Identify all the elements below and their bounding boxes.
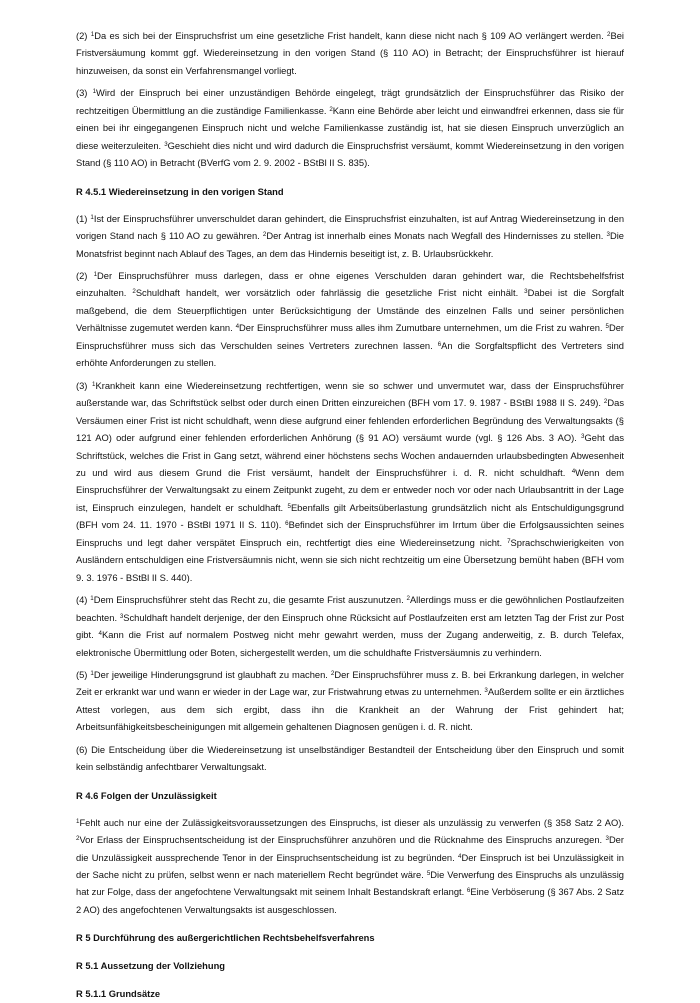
- section-heading: R 4.5.1 Wiedereinsetzung in den vorigen Stand: [76, 186, 284, 197]
- sentence-number: 5: [605, 323, 609, 331]
- sentence-text: Außerdem sollte er ein ärztliches Attest vorlegen, aus dem sich ergibt, dass ihn die Krankheit an der Wahrung der Frist gehindert hat; Arbeitsunfähigkeitsbescheinigungen mit allgemein gehaltenen Diagnosen genügen i. d. R. nicht.: [76, 687, 624, 733]
- sentence-text: Kann eine Behörde aber leicht und einwandfrei erkennen, dass sie für einen bei ihr eingegangenen Einspruch nicht und welche Familienkasse zuständig ist, hat sie diesen Einspruch unverzüglich an diese weiterzuleiten.: [76, 105, 624, 151]
- sentence-text: Geht das Schriftstück, welches die Frist in Gang setzt, während einer höchstens sechs Wochen andauernden urlaubsbedingten Abwesenheit zu und wird aus diesem Grund die Frist versäumt, handelt der Einspruchsführer i. d. R. nicht schuldhaft.: [76, 433, 624, 478]
- paragraph-number: (2): [76, 270, 94, 281]
- sentence-text: An die Sorgfaltspflicht des Vertreters sind erhöhte Anforderungen zu stellen.: [76, 340, 625, 369]
- sentence-number: 4: [235, 323, 240, 331]
- sentence-text: Da es sich bei der Einspruchsfrist um eine gesetzliche Frist handelt, kann diese nicht nach § 109 AO verlängert werden.: [94, 31, 608, 41]
- sentence-number: 2: [607, 30, 611, 38]
- sentence-number: 1: [90, 213, 94, 221]
- sentence-number: 2: [262, 230, 267, 238]
- sentence-text: Allerdings muss er die gewöhnlichen Postlaufzeiten beachten.: [76, 595, 625, 623]
- sentence-text: Der Einspruchsführer muss sich das Verschulden seines Vertreters zurechnen lassen.: [76, 323, 625, 351]
- sentence-number: 6: [437, 340, 442, 348]
- sentence-text: Vor Erlass der Einspruchsentscheidung ist der Einspruchsführer anzuhören und die Rücknahme des Einspruchs anzuregen.: [79, 835, 606, 846]
- sentence-number: 2: [330, 669, 335, 677]
- paragraph-number: (3): [76, 380, 93, 391]
- sentence-text: Die Entscheidung über die Wiedereinsetzung ist unselbständiger Bestandteil der Entscheidung über den Einspruch und somit kein selbständig anfechtbarer Verwaltungsakt.: [76, 744, 624, 773]
- sentence-number: 5: [287, 502, 291, 510]
- sentence-text: Bei Fristversäumung kommt ggf. Wiedereinsetzung in den vorigen Stand (§ 110 AO) in Betracht; der Einspruchsführer ist hierauf hinzuweisen, da sonst ein Verfahrensmangel vorliegt.: [76, 31, 625, 76]
- sentence-number: 1: [90, 30, 95, 38]
- sentence-text: Der Einspruch ist bei Unzulässigkeit in der Sache nicht zu prüfen, selbst wenn er nach materiellem Recht begründet wäre.: [76, 852, 624, 881]
- sentence-number: 3: [484, 687, 488, 695]
- sentence-text: Der die Unzulässigkeit aussprechende Tenor in der Einspruchsentscheidung ist zu begründen.: [76, 835, 624, 863]
- sentence-text: Schuldhaft handelt, wer vorsätzlich oder fahrlässig die gesetzliche Frist nicht einhält.: [135, 288, 525, 299]
- sentence-text: Ebenfalls gilt Arbeitsüberlastung grundsätzlich nicht als Entschuldigungsgrund (BFH vom 24. 11. 1970 - BStBl 1971 II S. 110).: [76, 502, 624, 531]
- sentence-number: 5: [426, 869, 431, 877]
- sentence-text: Sprachschwierigkeiten von Ausländern entschuldigen eine Fristversäumnis nicht, wenn sie sich nicht rechtzeitig um eine Übersetzung bemüht haben (BFH vom 9. 3. 1976 - BStBl II S. 440).: [76, 537, 624, 583]
- sentence-number: 3: [524, 288, 528, 296]
- sentence-number: 3: [164, 140, 168, 148]
- paragraph: [76, 268, 624, 373]
- sentence-number: 7: [507, 537, 511, 545]
- sentence-number: 2: [132, 288, 136, 296]
- section-heading: R 5 Durchführung des außergerichtlichen Rechtsbehelfsverfahrens: [76, 933, 375, 944]
- sentence-text: Wenn dem Einspruchsführer der Verwaltungsakt zu einem Zeitpunkt zugeht, zu dem er entweder noch vor oder nach Urlaubsantritt in der Lage ist, Einspruch einzulegen, handelt er schuldhaft.: [76, 467, 624, 513]
- sentence-text: Die Verwerfung des Einspruchs als unzulässig hat zur Folge, dass der angefochtene Verwaltungsakt mit seinem Inhalt Bestandskraft erlangt.: [76, 870, 624, 898]
- paragraph: [76, 815, 624, 920]
- sentence-number: 6: [466, 887, 471, 895]
- sentence-text: Fehlt auch nur eine der Zulässigkeitsvoraussetzungen des Einspruchs, ist dieser als unzulässig zu verwerfen (§ 358 Satz 2 AO).: [79, 817, 624, 828]
- paragraph-number: (4): [76, 595, 91, 606]
- sentence-text: Kann die Frist auf normalem Postweg nicht mehr gewahrt werden, muss der Zugang anderweitig, z. B. durch Telefax, elektronische Übermittlung oder Boten, sichergestellt werden, um die schuldhafte Fristversäumnis zu verhindern.: [76, 630, 624, 658]
- sentence-number: 1: [90, 669, 94, 677]
- section-heading: R 4.6 Folgen der Unzulässigkeit: [76, 790, 217, 801]
- sentence-number: 4: [458, 852, 462, 860]
- sentence-number: 1: [93, 270, 98, 278]
- sentence-number: 2: [603, 397, 608, 405]
- paragraph: [76, 211, 624, 263]
- paragraph-number: (1): [76, 213, 91, 224]
- sentence-text: Eine Verböserung (§ 367 Abs. 2 Satz 2 AO) des angefochtenen Verwaltungsakts ist ausgeschlossen.: [76, 887, 624, 915]
- section-heading: R 5.1.1 Grundsätze: [76, 989, 161, 1000]
- paragraph: [76, 667, 624, 737]
- sentence-number: 2: [76, 834, 80, 842]
- sentence-text: Wird der Einspruch bei einer unzuständigen Behörde eingelegt, trägt grundsätzlich der Einspruchsführer das Risiko der rechtzeitigen Übermittlung an die zuständige Familienkasse.: [76, 88, 624, 116]
- sentence-text: Dabei ist die Sorgfalt maßgebend, die dem Steuerpflichtigen unter Berücksichtigung der Umstände des einzelnen Falls und seiner persönlichen Verhältnisse zugemutet werden kann.: [76, 288, 624, 334]
- sentence-text: Das Versäumen einer Frist ist nicht schuldhaft, wenn diese aufgrund einer fehlenden erforderlichen Begründung des Verwaltungsakts (§ 121 AO) oder aufgrund einer fehlenden erforderlichen Anhörung (§ 91 AO) versäumt wurde (vgl. § 126 Abs. 3 AO).: [76, 398, 624, 444]
- sentence-text: Der jeweilige Hinderungsgrund ist glaubhaft zu machen.: [93, 669, 331, 680]
- paragraph-number: (2): [76, 31, 91, 41]
- paragraph: [76, 378, 624, 587]
- sentence-text: Ist der Einspruchsführer unverschuldet daran gehindert, die Einspruchsfrist einzuhalten, ist auf Antrag Wiedereinsetzung in den vorigen Stand nach § 110 AO zu gewähren.: [76, 213, 625, 242]
- sentence-text: Die Monatsfrist beginnt nach Ablauf des Tages, an dem das Hindernis beseitigt ist, z. B. Urlaubsrückkehr.: [76, 231, 624, 259]
- sentence-number: 6: [285, 520, 289, 528]
- sentence-text: Schuldhaft handelt derjenige, der den Einspruch ohne Rücksicht auf Postlaufzeiten erst am letzten Tag der Frist zur Post gibt.: [76, 612, 625, 641]
- paragraph: [76, 28, 624, 80]
- sentence-text: Der Einspruchsführer muss alles ihm Zumutbare unternehmen, um die Frist zu wahren.: [239, 323, 606, 334]
- sentence-text: Geschieht dies nicht und wird dadurch die Einspruchsfrist versäumt, kommt Wiedereinsetzung in den vorigen Stand (§ 110 AO) in Betracht (BVerfG vom 2. 9. 2002 - BStBl II S. 835).: [76, 140, 624, 169]
- sentence-text: Befindet sich der Einspruchsführer im Irrtum über die Erfolgsaussichten seines Einspruchs und legt daher verspätet Einspruch ein, rechtfertigt dies eine Wiedereinsetzung nicht.: [76, 520, 625, 548]
- sentence-number: 1: [90, 594, 94, 602]
- section-heading: R 5.1 Aussetzung der Vollziehung: [76, 961, 225, 972]
- sentence-number: 4: [571, 467, 576, 475]
- sentence-text: Der Antrag ist innerhalb eines Monats nach Wegfall des Hindernisses zu stellen.: [266, 231, 607, 242]
- paragraph: [76, 592, 624, 662]
- sentence-number: 1: [92, 88, 97, 96]
- paragraph-number: (5): [76, 669, 91, 680]
- sentence-number: 3: [605, 834, 609, 842]
- sentence-number: 1: [76, 817, 80, 825]
- paragraph: [76, 85, 624, 172]
- sentence-number: 2: [329, 105, 333, 113]
- sentence-text: Dem Einspruchsführer steht das Recht zu, die gesamte Frist auszunutzen.: [93, 595, 407, 606]
- sentence-text: Krankheit kann eine Wiedereinsetzung rechtfertigen, wenn sie so schwer und unvermutet war, dass der Einspruchsführer außerstande war, das Schriftstück selbst oder durch einen Dritten einzureichen (BFH vom 17. 9. 1987 - BStBl 1988 II S. 249).: [76, 380, 625, 409]
- sentence-number: 1: [92, 380, 96, 388]
- sentence-number: 3: [606, 230, 610, 238]
- paragraph-number: (3): [76, 88, 93, 99]
- sentence-text: Der Einspruchsführer muss z. B. bei Erkrankung darlegen, in welcher Zeit er erkrankt war und wann er wieder in der Lage war, zur Fristwahrung etwas zu unternehmen.: [76, 669, 625, 698]
- sentence-number: 2: [406, 594, 410, 602]
- sentence-number: 3: [581, 432, 585, 440]
- paragraph: [76, 742, 624, 777]
- sentence-number: 4: [98, 629, 102, 637]
- sentence-number: 3: [119, 612, 124, 620]
- sentence-text: Der Einspruchsführer muss darlegen, dass er ohne eigenes Verschulden daran gehindert war, die Rechtsbehelfsfrist einzuhalten.: [76, 270, 624, 299]
- paragraph-number: (6): [76, 744, 92, 755]
